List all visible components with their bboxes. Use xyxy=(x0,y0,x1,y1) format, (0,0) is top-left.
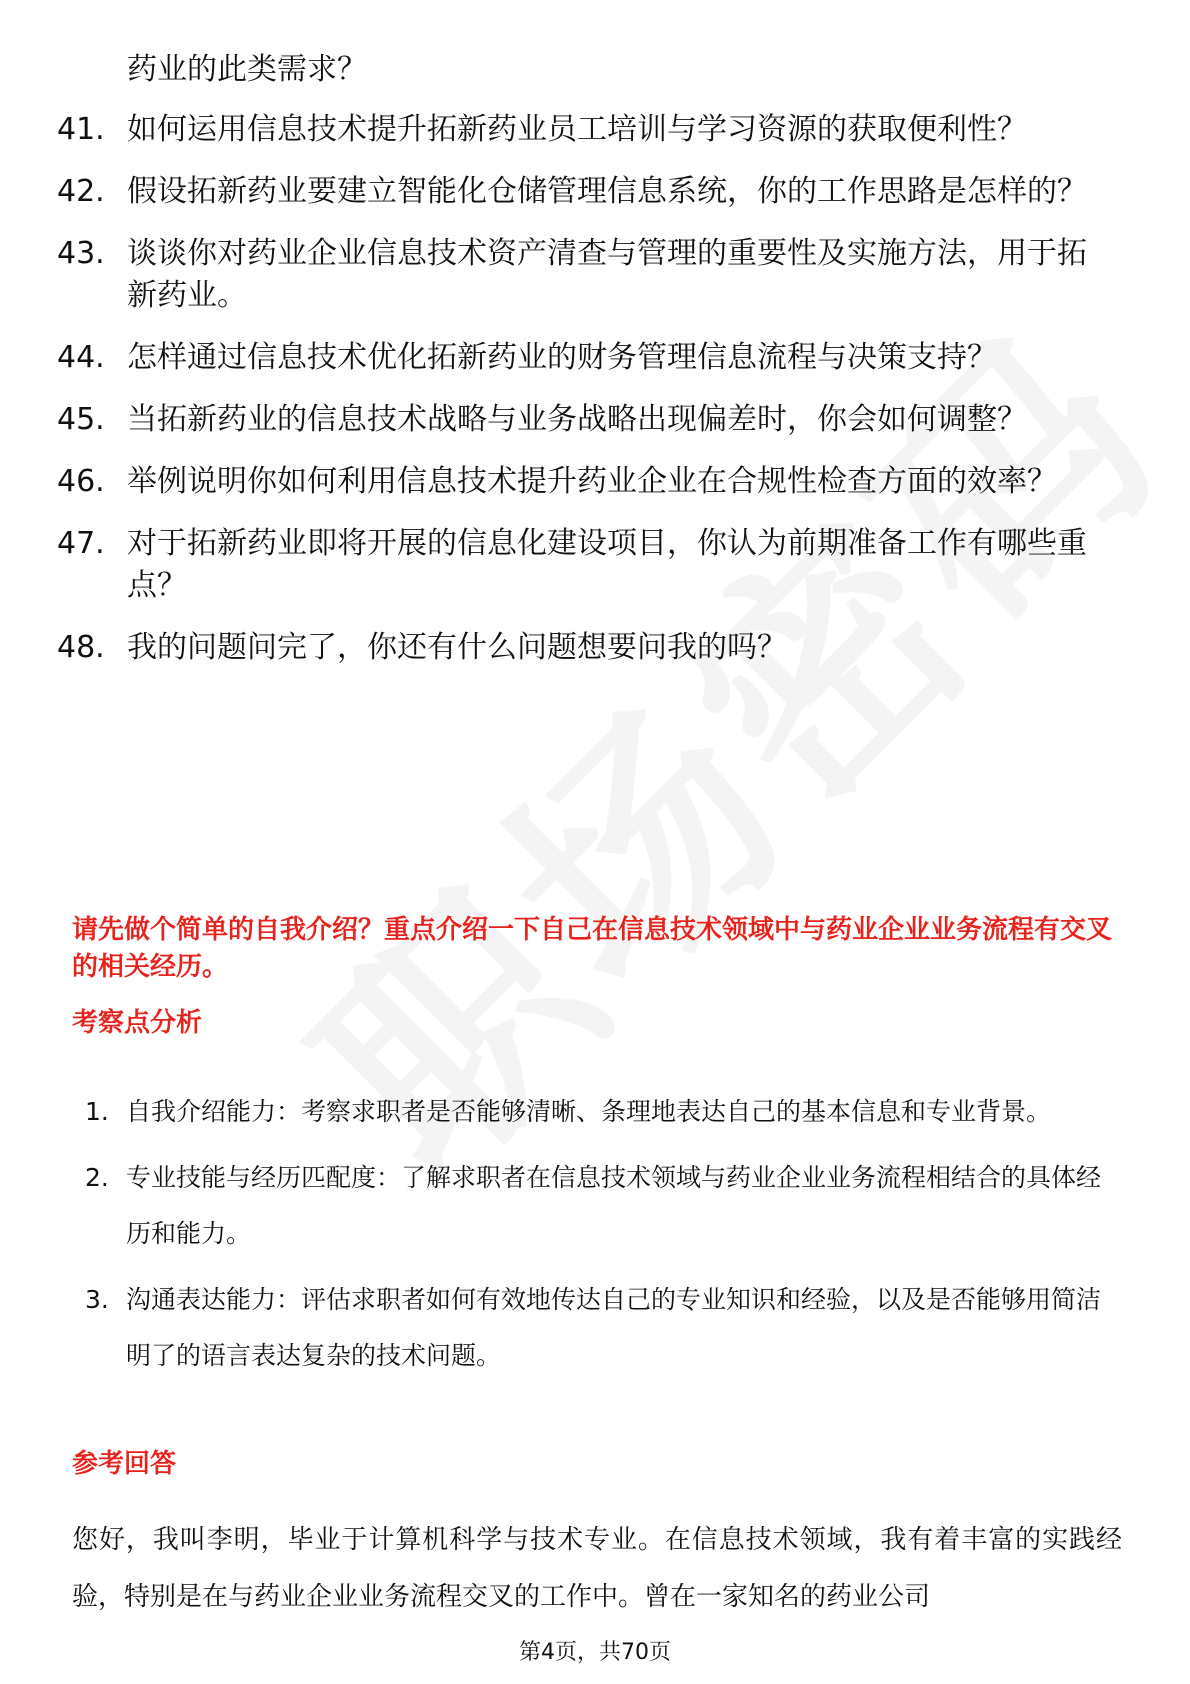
question-text: 假设拓新药业要建立智能化仓储管理信息系统，你的工作思路是怎样的？ xyxy=(127,174,1087,209)
question-number: 46. xyxy=(57,464,105,499)
analysis-number: 1. xyxy=(85,1097,109,1126)
question-text: 谈谈你对药业企业信息技术资产清查与管理的重要性及实施方法，用于拓新药业。 xyxy=(127,236,1087,313)
question-number: 42. xyxy=(57,174,105,209)
question-item xyxy=(57,337,1107,379)
highlight-question: 请先做个简单的自我介绍？重点介绍一下自己在信息技术领域中与药业企业业务流程有交叉的相关经历。 xyxy=(72,915,1113,982)
question-number: 48. xyxy=(57,630,105,665)
analysis-text: 自我介绍能力：考察求职者是否能够清晰、条理地表达自己的基本信息和专业背景。 xyxy=(126,1097,1052,1126)
question-text: 对于拓新药业即将开展的信息化建设项目，你认为前期准备工作有哪些重点？ xyxy=(127,526,1087,603)
question-item xyxy=(57,109,1107,151)
question-item xyxy=(57,171,1107,213)
analysis-text: 沟通表达能力：评估求职者如何有效地传达自己的专业知识和经验，以及是否能够用简洁明了的语言表达复杂的技术问题。 xyxy=(126,1285,1102,1370)
analysis-heading: 考察点分析 xyxy=(72,1008,203,1038)
analysis-number: 2. xyxy=(85,1163,109,1192)
question-number: 43. xyxy=(57,236,105,271)
analysis-text: 专业技能与经历匹配度：了解求职者在信息技术领域与药业企业业务流程相结合的具体经历和能力。 xyxy=(126,1163,1102,1248)
question-text: 举例说明你如何利用信息技术提升药业企业在合规性检查方面的效率？ xyxy=(127,464,1057,499)
question-text: 如何运用信息技术提升拓新药业员工培训与学习资源的获取便利性？ xyxy=(127,112,1027,147)
question-number: 47. xyxy=(57,526,105,561)
page-footer: 第4页，共70页 xyxy=(519,1640,671,1665)
question-text: 我的问题问完了，你还有什么问题想要问我的吗？ xyxy=(127,630,787,665)
analysis-item xyxy=(85,1150,1120,1262)
question-item xyxy=(57,627,1107,669)
question-item xyxy=(57,461,1107,503)
reference-heading: 参考回答 xyxy=(72,1449,177,1479)
question-list xyxy=(57,109,1107,689)
question-text: 当拓新药业的信息技术战略与业务战略出现偏差时，你会如何调整？ xyxy=(127,402,1027,437)
question-item xyxy=(57,399,1107,441)
question-number: 45. xyxy=(57,402,105,437)
question-item xyxy=(57,233,1107,317)
question-number: 41. xyxy=(57,112,105,147)
question-number: 44. xyxy=(57,340,105,375)
continuation-text: 药业的此类需求？ xyxy=(127,52,367,87)
question-text: 怎样通过信息技术优化拓新药业的财务管理信息流程与决策支持？ xyxy=(127,340,997,375)
analysis-item xyxy=(85,1084,1120,1140)
question-item xyxy=(57,523,1107,607)
analysis-list xyxy=(85,1084,1120,1394)
analysis-item xyxy=(85,1272,1120,1384)
analysis-number: 3. xyxy=(85,1285,109,1314)
reference-answer: 您好，我叫李明，毕业于计算机科学与技术专业。在信息技术领域，我有着丰富的实践经验，特别是在与药业企业业务流程交叉的工作中。曾在一家知名的药业公司 xyxy=(72,1525,1122,1612)
